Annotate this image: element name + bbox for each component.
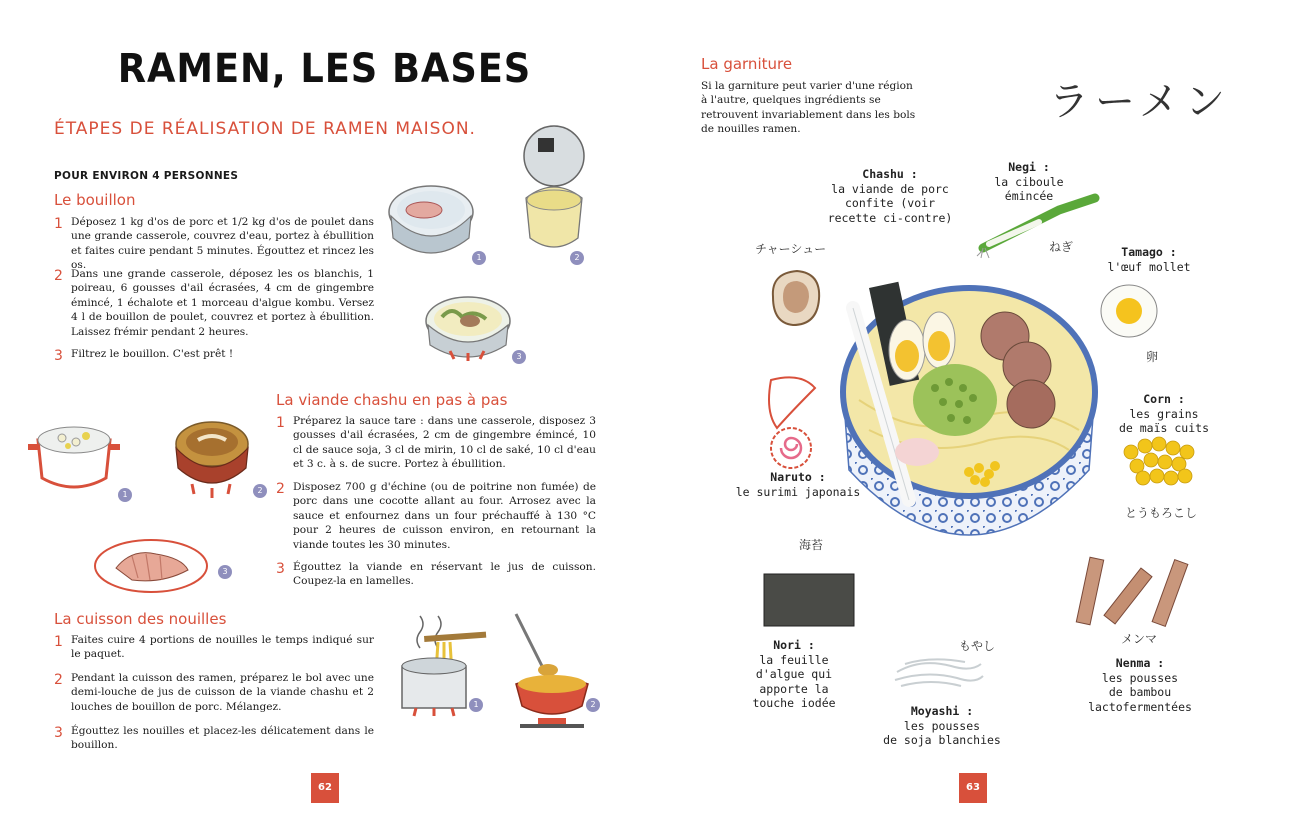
jp-label-chashu: チャーシュー bbox=[755, 242, 827, 256]
step-text: Disposez 700 g d'échine (ou de poitrine non fumée) de porc dans une cocotte allant au four. Arrosez avec la sauce et enfournez dans un four préchauffé à 130 °C pour 2 heures de cuisson environ, en retournant la viande toutes les 30 minutes. bbox=[293, 481, 596, 551]
pot-bones-illustration bbox=[386, 182, 476, 262]
strainer-illustration bbox=[520, 118, 588, 263]
ingredient-naruto bbox=[733, 470, 863, 499]
sliced-meat-illustration bbox=[92, 532, 210, 596]
step-number: 2 bbox=[54, 672, 63, 688]
ingredient-desc: de soja blanchies bbox=[883, 733, 1001, 747]
step-text: Faites cuire 4 portions de nouilles le temps indiqué sur le paquet. bbox=[71, 634, 374, 661]
page-number: 62 bbox=[311, 773, 339, 803]
section-title-nouilles: La cuisson des nouilles bbox=[54, 610, 227, 628]
ingredient-name: Corn : bbox=[1143, 392, 1185, 406]
step-number: 3 bbox=[54, 725, 63, 741]
step-badge: 3 bbox=[218, 565, 232, 579]
ingredient-nenma bbox=[1075, 656, 1205, 714]
step-text: Filtrez le bouillon. C'est prêt ! bbox=[71, 348, 234, 360]
ingredient-desc: confite (voir bbox=[844, 196, 935, 210]
corn-icon bbox=[1121, 432, 1201, 494]
sauce-pot-illustration bbox=[24, 420, 124, 500]
step-number: 1 bbox=[54, 634, 63, 650]
step-badge: 1 bbox=[472, 251, 486, 265]
servings-label: POUR ENVIRON 4 PERSONNES bbox=[54, 170, 239, 182]
ingredient-desc: de maïs cuits bbox=[1118, 421, 1209, 435]
ingredient-desc: la feuille bbox=[759, 652, 829, 667]
page-title: RAMEN, LES BASES bbox=[117, 46, 532, 92]
ingredient-desc: lactofermentées bbox=[1088, 699, 1192, 714]
ingredient-name: Moyashi : bbox=[910, 704, 974, 718]
step-badge: 1 bbox=[469, 698, 483, 712]
section-title-bouillon: Le bouillon bbox=[54, 191, 136, 209]
ingredient-tamago bbox=[1099, 245, 1199, 274]
step-badge: 2 bbox=[570, 251, 584, 265]
moyashi-icon bbox=[891, 652, 985, 694]
pot-broth-illustration bbox=[422, 287, 514, 365]
ingredient-name: Tamago : bbox=[1121, 245, 1177, 259]
ingredient-chashu bbox=[825, 167, 955, 225]
naruto-icon bbox=[761, 372, 823, 472]
section-title-garniture: La garniture bbox=[701, 55, 793, 73]
step-text: Dans une grande casserole, déposez les os blanchis, 1 poireau, 6 gousses d'ail écrasées, 4 cm de gingembre émincé, 1 échalote et 1 morceau d'algue kombu. Versez 4 l de bouillon de poulet, couvrez et portez à ébullition. Laissez frémir pendant 2 heures. bbox=[71, 268, 374, 338]
step-text: Égouttez les nouilles et placez-les délicatement dans le bouillon. bbox=[71, 725, 374, 752]
jp-label-moyashi: もやし bbox=[959, 639, 996, 653]
ingredient-desc: les grains bbox=[1129, 406, 1199, 421]
ingredient-name: Nenma : bbox=[1115, 656, 1165, 670]
ingredient-corn bbox=[1109, 392, 1219, 436]
ingredient-desc: le surimi japonais bbox=[735, 484, 861, 499]
ingredient-negi bbox=[984, 160, 1074, 204]
page-number: 63 bbox=[959, 773, 987, 803]
step-text: Égouttez la viande en réservant le jus de cuisson. Coupez-la en lamelles. bbox=[293, 561, 596, 588]
cocotte-illustration bbox=[172, 414, 252, 500]
nori-icon bbox=[762, 572, 856, 628]
ingredient-desc: recette ci-contre) bbox=[827, 210, 953, 225]
step-number: 3 bbox=[54, 348, 63, 364]
ingredient-nori bbox=[749, 638, 839, 711]
ingredient-desc: apporte la bbox=[759, 681, 829, 696]
step-text: Pendant la cuisson des ramen, préparez le bol avec une demi-louche de jus de cuisson de la viande chashu et 2 louches de bouillon de porc. Mélangez. bbox=[71, 672, 374, 713]
step-number: 2 bbox=[276, 481, 285, 497]
tamago-egg-icon bbox=[1099, 282, 1159, 340]
ingredient-desc: de bambou bbox=[1108, 685, 1172, 699]
section-title-chashu: La viande chashu en pas à pas bbox=[276, 391, 508, 409]
chashu-slice-icon bbox=[767, 267, 823, 329]
ingredient-desc: la ciboule bbox=[994, 174, 1064, 189]
ingredient-moyashi bbox=[877, 704, 1007, 748]
jp-label-tamago: 卵 bbox=[1146, 350, 1159, 364]
ramen-bowl-illustration bbox=[839, 270, 1099, 590]
jp-label-nori: 海苔 bbox=[799, 538, 824, 552]
ingredient-name: Nori : bbox=[773, 638, 815, 652]
page-subtitle: ÉTAPES DE RÉALISATION DE RAMEN MAISON. bbox=[54, 119, 476, 139]
step-badge: 1 bbox=[118, 488, 132, 502]
bowl-ladle-illustration bbox=[508, 610, 596, 738]
ingredient-name: Naruto : bbox=[770, 470, 826, 484]
ingredient-name: Negi : bbox=[1008, 160, 1050, 174]
step-number: 1 bbox=[276, 415, 285, 431]
step-badge: 2 bbox=[586, 698, 600, 712]
ingredient-desc: les pousses bbox=[903, 718, 981, 733]
jp-label-negi: ねぎ bbox=[1049, 240, 1074, 254]
step-number: 2 bbox=[54, 268, 63, 284]
menma-icon bbox=[1073, 552, 1199, 628]
ingredient-desc: l'œuf mollet bbox=[1107, 259, 1191, 274]
kana-title: ラーメン bbox=[1049, 79, 1231, 125]
jp-label-corn: とうもろこし bbox=[1125, 506, 1198, 520]
ingredient-desc: la viande de porc bbox=[831, 181, 949, 196]
ingredient-desc: touche iodée bbox=[752, 696, 836, 710]
ingredient-desc: émincée bbox=[1004, 189, 1054, 203]
step-number: 1 bbox=[54, 216, 63, 232]
step-text: Déposez 1 kg d'os de porc et 1/2 kg d'os de poulet dans une grande casserole, couvrez d'eau, portez à ébullition et faites cuire pendant 5 minutes. Égouttez et rincez les os. bbox=[71, 216, 374, 272]
right-page bbox=[649, 0, 1298, 829]
ingredient-desc: les pousses bbox=[1101, 670, 1179, 685]
ingredient-desc: d'algue qui bbox=[755, 667, 833, 681]
ingredient-name: Chashu : bbox=[862, 167, 918, 181]
jp-label-nenma: メンマ bbox=[1121, 632, 1158, 646]
step-text: Préparez la sauce tare : dans une casserole, disposez 3 gousses d'ail écrasées, 2 cm de gingembre émincé, 10 cl de sauce soja, 3 cl de mirin, 10 cl de saké, 10 cl d'eau et 3 c. à s. de sucre. Portez à ébullition. bbox=[293, 415, 596, 471]
step-badge: 2 bbox=[253, 484, 267, 498]
step-badge: 3 bbox=[512, 350, 526, 364]
step-number: 3 bbox=[276, 561, 285, 577]
garniture-intro: Si la garniture peut varier d'une région à l'autre, quelques ingrédients se retrouvent invariablement dans les bols de nouilles ramen. bbox=[701, 80, 916, 136]
